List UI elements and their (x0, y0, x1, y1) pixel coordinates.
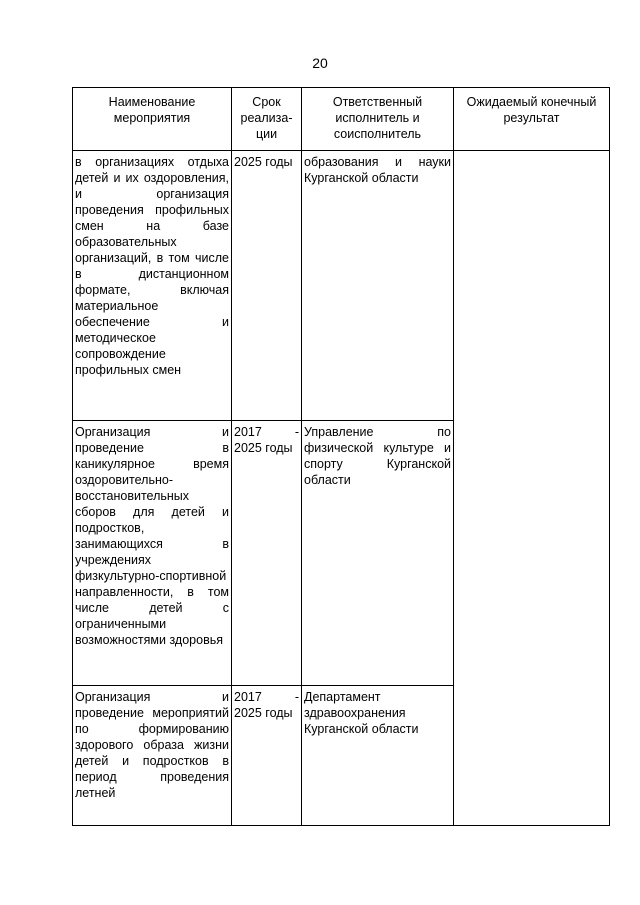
row-3-executor-text: Департамент здравоохранения Курганской области (304, 690, 419, 736)
header-name (73, 88, 232, 151)
header-term (232, 88, 302, 151)
row-2-term (232, 421, 302, 686)
row-1-executor-text: образования и науки Курганской области (304, 155, 451, 185)
row-2-name-text: Организация и проведение в каникулярное время оздоровительно-восстановительных сборов для детей и подростков, занимающихся в учреждениях физкультурно-спортивной направленности, в том числе детей с ограниченными возможностями здоровья (75, 425, 229, 647)
row-1-name (73, 151, 232, 421)
header-executor-label: Ответственный исполнитель и соисполнитель (332, 95, 423, 141)
row-1-term-text: 2025 годы (234, 155, 293, 169)
row-1-term (232, 151, 302, 421)
result-cell (454, 151, 610, 826)
row-2-executor (302, 421, 454, 686)
header-executor (302, 88, 454, 151)
measures-table (72, 87, 610, 826)
row-2-term-text: 2017 - 2025 годы (234, 425, 299, 455)
row-3-name-text: Организация и проведение мероприятий по формированию здорового образа жизни детей и подростков в период проведения летней (75, 690, 229, 800)
row-3-executor (302, 686, 454, 826)
row-1-name-text: в организациях отдыха детей и их оздоровления, и организация проведения профильных смен на базе образовательных организаций, в том числе в дистанционном формате, включая материальное обеспечение и методическое сопровождение профильных смен (75, 155, 229, 377)
table-row (73, 151, 610, 421)
page-number: 20 (312, 55, 328, 71)
header-result-label: Ожидаемый конечный результат (466, 95, 597, 125)
header-result (454, 88, 610, 151)
table-header-row (73, 88, 610, 151)
header-term-label: Срок реализа-ции (240, 95, 293, 141)
row-2-executor-text: Управление по физической культуре и спорту Курганской области (304, 425, 451, 487)
row-3-term (232, 686, 302, 826)
row-3-term-text: 2017 - 2025 годы (234, 690, 299, 720)
header-name-label: Наименование мероприятия (108, 95, 196, 125)
row-3-name (73, 686, 232, 826)
row-1-executor (302, 151, 454, 421)
row-2-name (73, 421, 232, 686)
